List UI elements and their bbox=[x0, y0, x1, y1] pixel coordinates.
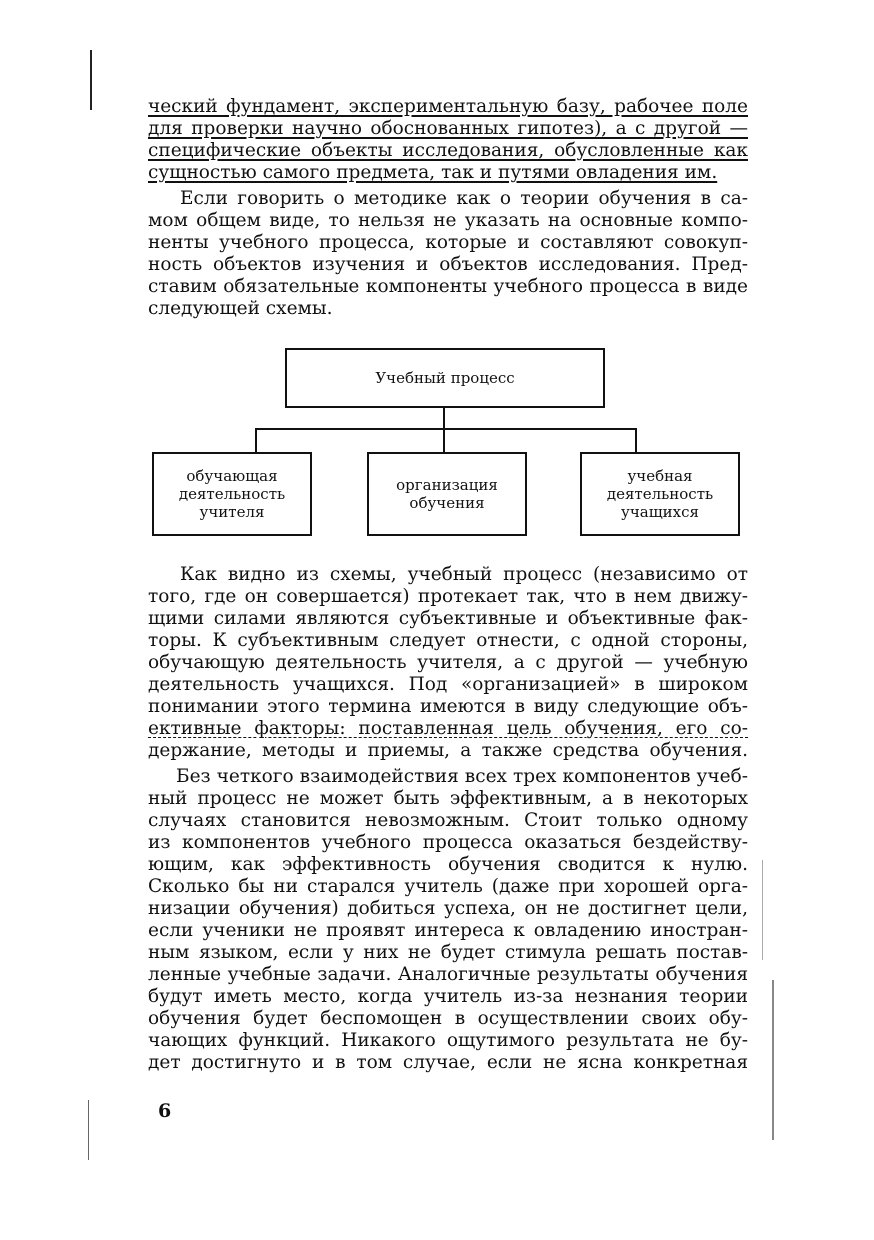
text-line: торы. К субъективным следует отнести, с одной стороны, bbox=[148, 630, 748, 651]
connector-horizontal bbox=[255, 428, 637, 430]
text-line: будут иметь место, когда учитель из-за незнания теории bbox=[148, 986, 748, 1007]
text-line: чающих функций. Никакого ощутимого результата не бу- bbox=[148, 1030, 748, 1051]
paragraph-schema-explanation bbox=[148, 564, 748, 762]
text-line: сущностью самого предмета, так и путями овладения им. bbox=[148, 162, 718, 183]
diagram-root-box bbox=[285, 348, 605, 408]
diagram-label-line: учителя bbox=[199, 503, 265, 521]
diagram-label-line: организация bbox=[396, 476, 498, 494]
scan-artifact-left-bottom bbox=[88, 1100, 89, 1160]
text-line: ным языком, если у них не будет стимула решать постав- bbox=[148, 942, 748, 963]
text-line: дет достигнуто и в том случае, если не ясна конкретная bbox=[148, 1052, 748, 1073]
text-line: понимании этого термина имеются в виду следующие объ- bbox=[148, 696, 748, 717]
diagram-label-line: обучающая bbox=[186, 467, 278, 485]
text-line: того, где он совершается) протекает так, что в нем движу- bbox=[148, 586, 748, 607]
text-line: низации обучения) добиться успеха, он не достигнет цели, bbox=[148, 898, 748, 919]
page-number: 6 bbox=[158, 1100, 172, 1122]
text-line: Без четкого взаимодействия всех трех компонентов учеб- bbox=[176, 766, 748, 787]
text-line: если ученики не проявят интереса к овладению иностран- bbox=[148, 920, 748, 941]
text-line: Сколько бы ни старался учитель (даже при хорошей орга- bbox=[148, 876, 748, 897]
text-line: ющим, как эффективность обучения сводится к нулю. bbox=[148, 854, 748, 875]
text-line: щими силами являются субъективные и объективные фак- bbox=[148, 608, 748, 629]
diagram-root-label: Учебный процесс bbox=[375, 369, 515, 387]
text-line: ческий фундамент, экспериментальную базу, рабочее поле bbox=[148, 96, 748, 117]
scan-artifact-right bbox=[772, 980, 774, 1140]
diagram-label-line: учащихся bbox=[621, 503, 699, 521]
diagram-label-line: деятельность bbox=[606, 485, 714, 503]
text-line: ность объектов изучения и объектов исследования. Пред- bbox=[148, 254, 748, 275]
text-line: Как видно из схемы, учебный процесс (независимо от bbox=[180, 564, 748, 585]
diagram-box-organization bbox=[367, 452, 527, 536]
text-line: деятельность учащихся. Под «организацией» в широком bbox=[148, 674, 748, 695]
text-line: ный процесс не может быть эффективным, а в некоторых bbox=[148, 788, 748, 809]
text-line: ненты учебного процесса, которые и составляют совокуп- bbox=[148, 232, 748, 253]
text-line: специфические объекты исследования, обусловленные как bbox=[148, 140, 748, 161]
text-line: обучающую деятельность учителя, а с другой — учебную bbox=[148, 652, 748, 673]
text-line: Если говорить о методике как о теории обучения в са- bbox=[180, 188, 748, 209]
text-line: следующей схемы. bbox=[148, 298, 333, 319]
text-line: ективные факторы: поставленная цель обучения, его со- bbox=[148, 718, 748, 739]
connector-vertical-left bbox=[255, 428, 257, 452]
scan-artifact-left-top bbox=[90, 50, 92, 110]
paragraph-interaction bbox=[148, 766, 748, 1074]
connector-vertical-root bbox=[443, 408, 445, 428]
scan-artifact-right-dots bbox=[762, 860, 763, 960]
text-line: мом общем виде, то нельзя не указать на основные компо- bbox=[148, 210, 748, 231]
diagram-label-line: учебная bbox=[627, 467, 693, 485]
connector-vertical-right bbox=[635, 428, 637, 452]
connector-vertical-middle bbox=[443, 428, 445, 452]
paragraph-methodology bbox=[148, 188, 748, 320]
text-line: ставим обязательные компоненты учебного процесса в виде bbox=[148, 276, 748, 297]
text-line: обучения будет беспомощен в осуществлении своих обу- bbox=[148, 1008, 748, 1029]
text-line: случаях становится невозможным. Стоит только одному bbox=[148, 810, 748, 831]
diagram-label-line: деятельность bbox=[178, 485, 286, 503]
diagram-box-teacher-activity bbox=[152, 452, 312, 536]
text-line: из компонентов учебного процесса оказаться бездейству- bbox=[148, 832, 748, 853]
diagram-label-line: обучения bbox=[409, 494, 485, 512]
diagram-box-student-activity bbox=[580, 452, 740, 536]
intro-text bbox=[148, 96, 748, 184]
text-line: для проверки научно обоснованных гипотез), а с другой — bbox=[148, 118, 748, 139]
text-line: ленные учебные задачи. Аналогичные результаты обучения bbox=[148, 964, 748, 985]
text-line: держание, методы и приемы, а также средства обучения. bbox=[148, 740, 748, 761]
